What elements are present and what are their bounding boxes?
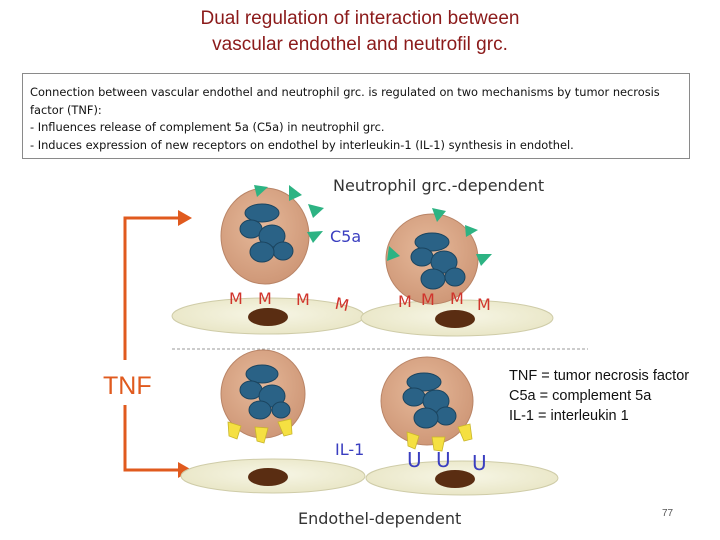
neutrophil-dependent-label: Neutrophil grc.-dependent: [333, 176, 545, 195]
m-marker: M: [333, 293, 351, 316]
u-marker: U: [472, 451, 487, 475]
m-marker: M: [450, 289, 464, 308]
m-marker: M: [398, 292, 412, 311]
description-line-3: - Induces expression of new receptors on endothel by interleukin-1 (IL-1) synthesis in endothel.: [30, 137, 574, 152]
legend-line-3: IL-1 = interleukin 1: [509, 408, 629, 424]
title-line-1: Dual regulation of interaction between: [200, 8, 520, 29]
c5a-label: C5a: [330, 227, 362, 246]
tnf-arrow: [125, 218, 180, 470]
title-line-2: vascular endothel and neutrofil grc.: [212, 34, 508, 55]
u-marker: U: [407, 448, 422, 472]
m-marker: M: [477, 295, 491, 314]
description-line-1: Connection between vascular endothel and neutrophil grc. is regulated on two mechanisms by tumor necrosis factor (TNF):: [30, 85, 660, 117]
il1-label: IL-1: [335, 440, 365, 459]
endothel-cell-bottom-right: [366, 461, 558, 495]
tnf-label: TNF: [103, 372, 152, 400]
m-marker: M: [296, 290, 310, 309]
description-line-2: - Influences release of complement 5a (C5a) in neutrophil grc.: [30, 120, 385, 134]
page-number: 77: [662, 508, 674, 519]
tnf-arrowhead-top: [178, 210, 192, 226]
m-marker: M: [421, 290, 435, 309]
neutrophil-top-left: [221, 188, 309, 284]
neutrophil-bottom-right: [381, 357, 473, 451]
legend-line-1: TNF = tumor necrosis factor: [509, 368, 690, 384]
endothel-cell-bottom-left: [181, 459, 365, 493]
u-markers: [407, 448, 487, 475]
m-marker: M: [229, 289, 243, 308]
neutrophil-bottom-left: [221, 350, 305, 443]
endothel-dependent-label: Endothel-dependent: [298, 509, 462, 528]
u-marker: U: [436, 448, 451, 472]
m-marker: M: [258, 289, 272, 308]
legend-line-2: C5a = complement 5a: [509, 388, 652, 404]
abbreviation-legend: [509, 366, 689, 426]
